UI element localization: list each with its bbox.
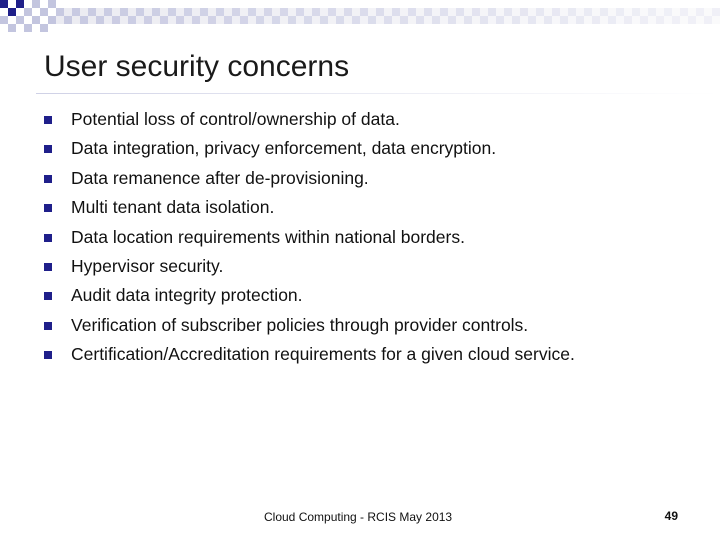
checker-square — [624, 16, 632, 24]
checker-square — [64, 16, 72, 24]
square-bullet-icon — [44, 234, 52, 242]
checker-square — [384, 16, 392, 24]
checker-square — [600, 8, 608, 16]
checker-square — [224, 16, 232, 24]
checker-square — [208, 8, 216, 16]
checker-square — [272, 8, 280, 16]
checker-square — [576, 16, 584, 24]
checker-square — [616, 16, 624, 24]
square-bullet-icon — [44, 292, 52, 300]
checker-square — [56, 8, 64, 16]
checker-square — [688, 8, 696, 16]
square-bullet-icon — [44, 204, 52, 212]
checker-square — [304, 16, 312, 24]
checker-square — [232, 8, 240, 16]
checker-square — [24, 24, 32, 32]
checker-square — [392, 8, 400, 16]
checker-square — [88, 8, 96, 16]
checker-square — [376, 8, 384, 16]
checker-square — [208, 16, 216, 24]
checker-square — [656, 8, 664, 16]
checker-square — [592, 8, 600, 16]
decorative-checker-band — [0, 0, 720, 36]
checker-square — [528, 16, 536, 24]
checker-square — [24, 8, 32, 16]
checker-square — [448, 8, 456, 16]
checker-square — [304, 8, 312, 16]
checker-square — [328, 8, 336, 16]
checker-square — [432, 8, 440, 16]
checker-square — [96, 16, 104, 24]
checker-square — [672, 8, 680, 16]
checker-square — [576, 8, 584, 16]
bullet-text: Data location requirements within national borders. — [71, 226, 465, 247]
checker-square — [464, 8, 472, 16]
checker-square — [136, 16, 144, 24]
title-divider — [36, 93, 720, 94]
checker-square — [88, 16, 96, 24]
checker-square — [360, 16, 368, 24]
checker-square — [416, 16, 424, 24]
checker-square — [560, 8, 568, 16]
checker-square — [456, 8, 464, 16]
checker-square — [704, 16, 712, 24]
checker-square — [704, 8, 712, 16]
checker-square — [104, 16, 112, 24]
checker-square — [32, 16, 40, 24]
checker-square — [312, 16, 320, 24]
checker-square — [712, 8, 720, 16]
checker-square — [288, 8, 296, 16]
checker-square — [632, 8, 640, 16]
checker-square — [680, 8, 688, 16]
checker-square — [48, 16, 56, 24]
checker-square — [712, 16, 720, 24]
checker-square — [560, 16, 568, 24]
checker-square — [480, 16, 488, 24]
bullet-text: Audit data integrity protection. — [71, 285, 303, 306]
checker-square — [296, 16, 304, 24]
checker-square — [376, 16, 384, 24]
checker-square — [336, 16, 344, 24]
checker-square — [152, 8, 160, 16]
checker-square — [248, 8, 256, 16]
checker-square — [312, 8, 320, 16]
checker-square — [96, 8, 104, 16]
checker-square — [336, 8, 344, 16]
checker-square — [48, 0, 56, 8]
checker-square — [552, 16, 560, 24]
checker-square — [504, 8, 512, 16]
checker-square — [424, 16, 432, 24]
checker-square — [160, 8, 168, 16]
checker-square — [80, 8, 88, 16]
checker-square — [440, 16, 448, 24]
bullet-text: Hypervisor security. — [71, 255, 224, 276]
checker-square — [696, 8, 704, 16]
checker-square — [56, 16, 64, 24]
checker-square — [440, 8, 448, 16]
checker-square — [616, 8, 624, 16]
checker-square — [608, 16, 616, 24]
bullet-text: Data remanence after de-provisioning. — [71, 167, 369, 188]
checker-square — [512, 8, 520, 16]
checker-square — [384, 8, 392, 16]
checker-square — [240, 16, 248, 24]
checker-square — [288, 16, 296, 24]
bullet-text: Potential loss of control/ownership of data. — [71, 109, 400, 129]
checker-square — [648, 8, 656, 16]
checker-square — [216, 16, 224, 24]
checker-square — [16, 0, 24, 8]
checker-square — [328, 16, 336, 24]
checker-square — [448, 16, 456, 24]
checker-square — [584, 16, 592, 24]
checker-square — [600, 16, 608, 24]
square-bullet-icon — [44, 263, 52, 271]
checker-square — [496, 8, 504, 16]
page-number: 49 — [664, 509, 678, 523]
checker-square — [160, 16, 168, 24]
checker-square — [344, 8, 352, 16]
checker-pattern — [0, 0, 720, 36]
checker-square — [472, 8, 480, 16]
checker-square — [648, 16, 656, 24]
checker-square — [136, 8, 144, 16]
checker-square — [0, 16, 8, 24]
checker-square — [368, 16, 376, 24]
checker-square — [8, 24, 16, 32]
checker-square — [192, 16, 200, 24]
square-bullet-icon — [44, 145, 52, 153]
checker-square — [0, 0, 8, 8]
checker-square — [416, 8, 424, 16]
checker-square — [536, 8, 544, 16]
checker-square — [192, 8, 200, 16]
checker-square — [552, 8, 560, 16]
checker-square — [464, 16, 472, 24]
checker-square — [456, 16, 464, 24]
checker-square — [392, 16, 400, 24]
checker-square — [112, 16, 120, 24]
checker-square — [144, 8, 152, 16]
checker-square — [264, 8, 272, 16]
checker-square — [296, 8, 304, 16]
checker-square — [424, 8, 432, 16]
checker-square — [408, 8, 416, 16]
bullet-text: Verification of subscriber policies through provider controls. — [71, 314, 529, 335]
checker-square — [584, 8, 592, 16]
checker-square — [640, 16, 648, 24]
checker-square — [216, 8, 224, 16]
checker-square — [112, 8, 120, 16]
checker-square — [224, 8, 232, 16]
checker-square — [400, 8, 408, 16]
checker-square — [656, 16, 664, 24]
checker-square — [320, 8, 328, 16]
checker-square — [240, 8, 248, 16]
checker-square — [64, 8, 72, 16]
checker-square — [472, 16, 480, 24]
checker-square — [608, 8, 616, 16]
checker-square — [664, 8, 672, 16]
checker-square — [176, 8, 184, 16]
checker-square — [432, 16, 440, 24]
checker-square — [184, 8, 192, 16]
checker-square — [232, 16, 240, 24]
square-bullet-icon — [44, 322, 52, 330]
checker-square — [144, 16, 152, 24]
checker-square — [40, 24, 48, 32]
checker-square — [104, 8, 112, 16]
checker-square — [264, 16, 272, 24]
bullet-text: Certification/Accreditation requirements for a given cloud service. — [71, 344, 575, 365]
checker-square — [496, 16, 504, 24]
checker-square — [360, 8, 368, 16]
checker-square — [696, 16, 704, 24]
checker-square — [664, 16, 672, 24]
checker-square — [480, 8, 488, 16]
checker-square — [168, 16, 176, 24]
checker-square — [408, 16, 416, 24]
checker-square — [256, 16, 264, 24]
checker-square — [528, 8, 536, 16]
checker-square — [16, 16, 24, 24]
checker-square — [200, 8, 208, 16]
checker-square — [640, 8, 648, 16]
checker-square — [536, 16, 544, 24]
checker-square — [72, 16, 80, 24]
checker-square — [120, 8, 128, 16]
checker-square — [624, 8, 632, 16]
checker-square — [32, 0, 40, 8]
checker-square — [520, 8, 528, 16]
checker-square — [280, 16, 288, 24]
checker-square — [256, 8, 264, 16]
checker-square — [8, 8, 16, 16]
checker-square — [184, 16, 192, 24]
checker-square — [352, 8, 360, 16]
checker-square — [512, 16, 520, 24]
checker-square — [248, 16, 256, 24]
bullet-text: Data integration, privacy enforcement, data encryption. — [71, 138, 497, 159]
footer-caption: Cloud Computing - RCIS May 2013 — [264, 510, 453, 524]
checker-square — [592, 16, 600, 24]
checker-square — [352, 16, 360, 24]
checker-square — [680, 16, 688, 24]
square-bullet-icon — [44, 351, 52, 359]
checker-square — [128, 8, 136, 16]
checker-square — [688, 16, 696, 24]
checker-square — [72, 8, 80, 16]
checker-square — [544, 16, 552, 24]
checker-square — [80, 16, 88, 24]
checker-square — [632, 16, 640, 24]
checker-square — [568, 16, 576, 24]
checker-square — [152, 16, 160, 24]
checker-square — [368, 8, 376, 16]
slide-title: User security concerns — [44, 50, 350, 83]
checker-square — [504, 16, 512, 24]
checker-square — [400, 16, 408, 24]
square-bullet-icon — [44, 175, 52, 183]
square-bullet-icon — [44, 116, 52, 124]
checker-square — [672, 16, 680, 24]
checker-square — [488, 16, 496, 24]
checker-square — [568, 8, 576, 16]
checker-square — [128, 16, 136, 24]
checker-square — [272, 16, 280, 24]
checker-square — [488, 8, 496, 16]
checker-square — [40, 8, 48, 16]
checker-square — [200, 16, 208, 24]
checker-square — [520, 16, 528, 24]
checker-square — [168, 8, 176, 16]
checker-square — [320, 16, 328, 24]
checker-square — [344, 16, 352, 24]
checker-square — [280, 8, 288, 16]
checker-square — [176, 16, 184, 24]
bullet-text: Multi tenant data isolation. — [71, 197, 275, 218]
checker-square — [120, 16, 128, 24]
checker-square — [544, 8, 552, 16]
